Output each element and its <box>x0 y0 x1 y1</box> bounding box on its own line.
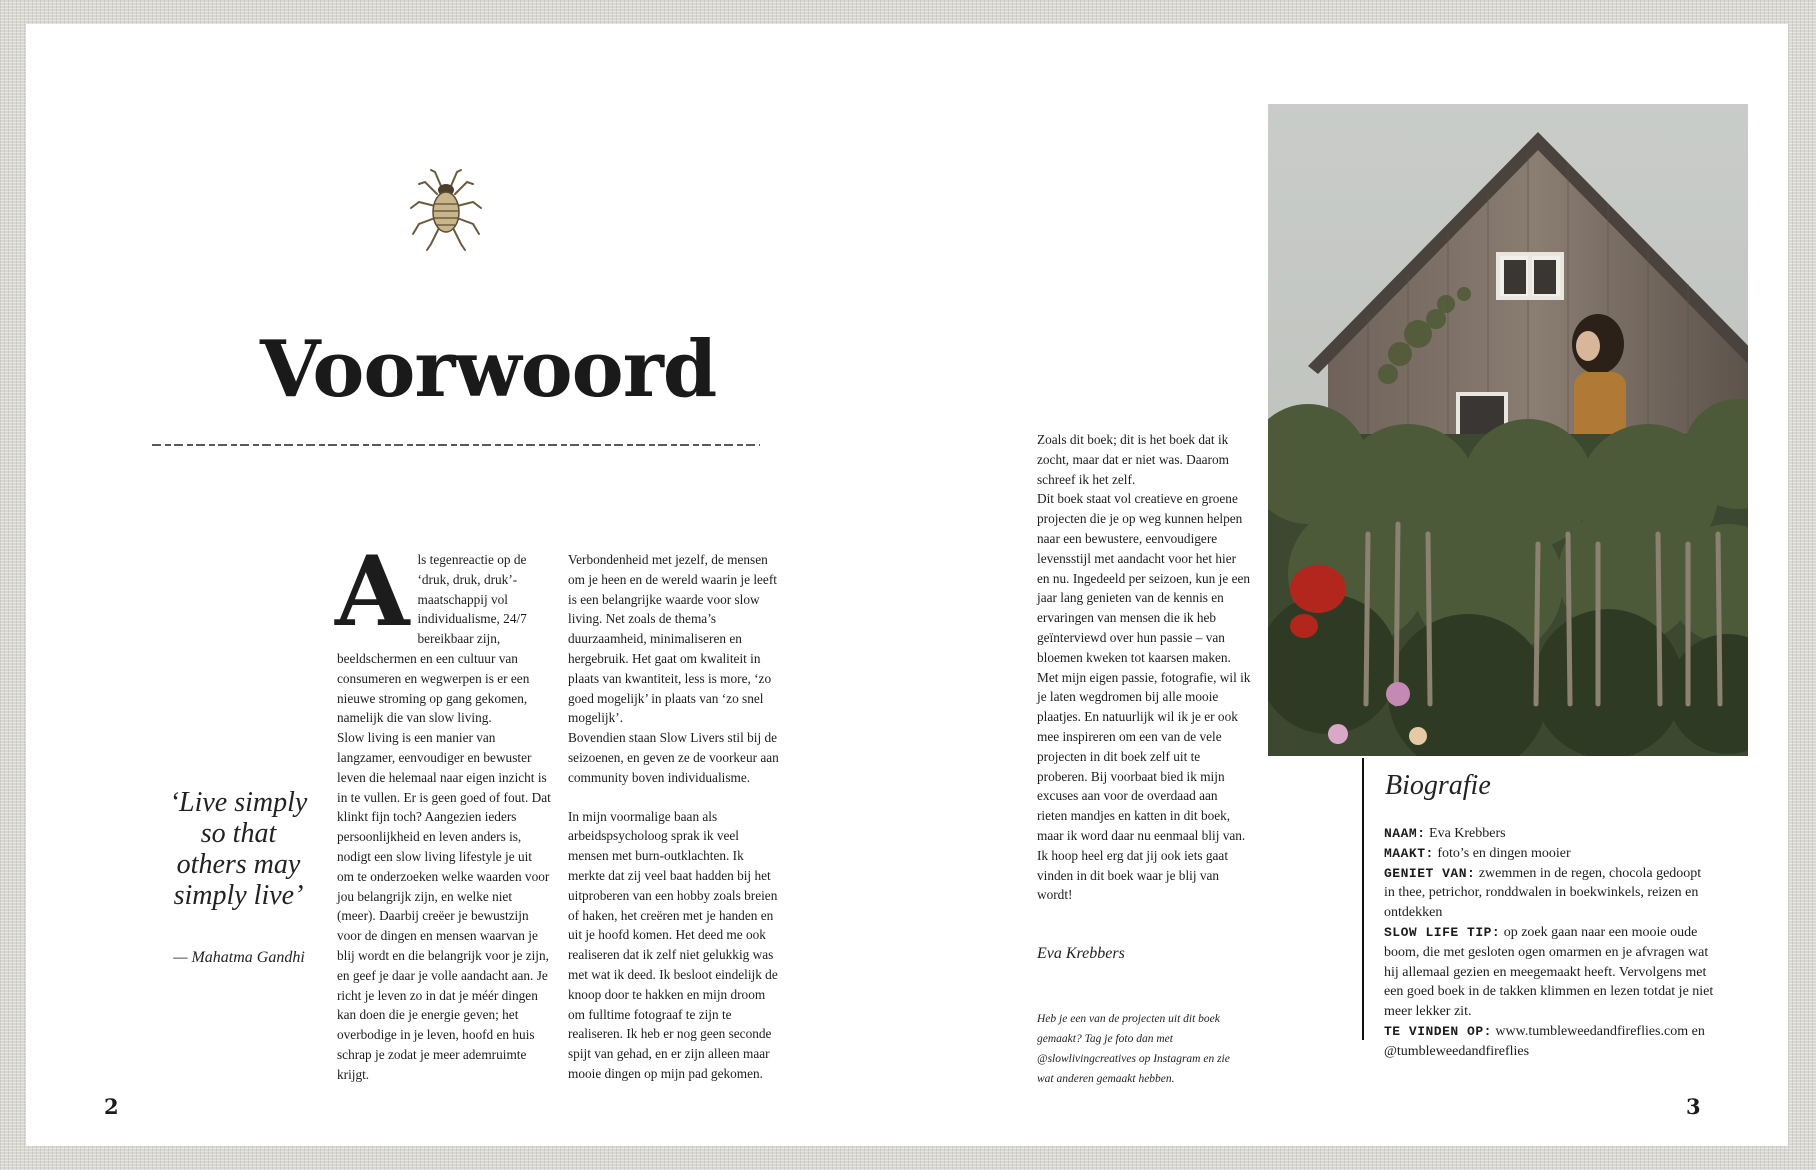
photo-house-icon <box>1268 104 1748 756</box>
page-number-right: 3 <box>1686 1094 1701 1119</box>
paragraph: Dit boek staat vol creatieve en groene projecten die je op weg kunnen helpen naar een bewustere, eenvoudigere levensstijl met aandacht voor het hier en nu. Ingedeeld per seizoen, kun je een jaar lang genieten van de kennis en ervaringen van mensen die ik heb geïnterviewd over hun passie – van bloemen kweken tot kaarsen maken. <box>1037 491 1251 665</box>
quote-author: — Mahatma Gandhi <box>173 949 305 966</box>
bio-item <box>1384 864 1714 923</box>
bio-label: SLOW LIFE TIP: <box>1384 924 1501 940</box>
bio-value: zwemmen in de regen, chocola gedoopt in thee, petrichor, ronddwalen in boekwinkels, reizen en ontdekken <box>1384 865 1702 921</box>
beetle-icon <box>401 154 491 264</box>
paragraph: Zoals dit boek; dit is het boek dat ik zocht, maar dat er niet was. Daarom schreef ik het zelf. <box>1037 432 1229 487</box>
pull-quote <box>146 787 331 911</box>
bio-title: Biografie <box>1385 770 1491 801</box>
bio-details <box>1384 824 1714 1062</box>
paragraph: Bovendien staan Slow Livers stil bij de seizoenen, en geven ze de voorkeur aan community boven individualisme. <box>568 730 779 785</box>
quote-line: others may <box>176 849 301 880</box>
text-column-2 <box>568 550 782 1084</box>
paragraph: Verbondenheid met jezelf, de mensen om je heen en de wereld waarin je leeft is een belangrijke waarde voor slow living. Net zoals de thema’s duurzaamheid, minimaliseren en hergebruik. Het gaat om kwaliteit in plaats van kwantiteit, less is more, ‘zo goed mogelijk’ in plaats van ‘zo snel mogelijk’. <box>568 552 777 726</box>
bio-value: Eva Krebbers <box>1429 826 1506 841</box>
paragraph: Slow living is een manier van langzamer, eenvoudiger en bewuster leven die helemaal naar eigen inzicht is in te vullen. Er is geen goed of fout. Dat klinkt fijn toch? Aangezien ieders persoonlijkheid en leven anders is, nodigt een slow living lifestyle je uit om te onderzoeken welke waarden voor jou belangrijk zijn, en welke niet (meer). Daarbij creëer je bewustzijn voor de dingen en mensen waarvan je blij wordt en die belangrijk voor je zijn, en geef je daar je volle aandacht aan. Je richt je leven zo in dat je méér dingen kan doen die je energie geven; het overbodige in je leven, hoofd en huis schrap je zodat je meer ademruimte krijgt. <box>337 730 551 1082</box>
quote-line: simply live’ <box>173 880 304 911</box>
bio-value: www.tumbleweedandfireflies.com en @tumbleweedandfireflies <box>1384 1023 1705 1059</box>
bio-label: NAAM: <box>1384 826 1426 841</box>
paragraph: In mijn voormalige baan als arbeidspsycholoog sprak ik veel mensen met burn-outklachten. Ik merkte dat zij veel baat hadden bij het uitproberen van een hobby zoals breien of haken, het creëren met je handen en uit je hoofd komen. Het deed me ook realiseren dat ik zelf niet gelukkig was met wat ik deed. Ik besloot eindelijk de knoop door te hakken en mijn droom om fulltime fotograaf te zijn te realiseren. Ik heb er nog geen seconde spijt van gehad, en er zijn alleen maar mooie dingen op mijn pad gekomen. <box>568 808 778 1081</box>
bio-item <box>1384 1022 1714 1062</box>
book-spread <box>26 24 1788 1146</box>
bio-divider <box>1362 758 1364 1040</box>
page-number-left: 2 <box>104 1094 119 1119</box>
bio-value: foto’s en dingen mooier <box>1437 845 1571 861</box>
page-title: Voorwoord <box>260 324 717 415</box>
paragraph: ls tegenreactie op de ‘druk, druk, druk’-maatschappij vol individualisme, 24/7 bereikbaar zijn, beeldschermen en een cultuur van consumeren en wegwerpen is er een nieuwe stroming op gang gekomen, namelijk die van slow living. <box>337 552 530 726</box>
bio-label: TE VINDEN OP: <box>1384 1023 1492 1039</box>
dashed-divider <box>150 438 762 450</box>
instagram-note: Heb je een van de projecten uit dit boek gemaakt? Tag je foto dan met @slowlivingcreatives op Instagram en zie wat anderen gemaakt hebben. <box>1037 1013 1230 1085</box>
text-column-3 <box>1037 430 1251 905</box>
bio-value: op zoek gaan naar een mooie oude boom, die met gesloten ogen omarmen en je afvragen wat hij allemaal gezien en meegemaakt heeft. Vervolgens met een goed boek in de takken klimmen en lezen totdat je niet meer lekker zit. <box>1384 924 1714 1020</box>
signature: Eva Krebbers <box>1037 945 1125 962</box>
bio-item <box>1384 844 1714 864</box>
bio-item <box>1384 923 1714 1022</box>
quote-line: ‘Live simply <box>169 787 308 818</box>
text-column-1 <box>335 535 551 1085</box>
quote-line: so that <box>200 818 277 849</box>
bio-item <box>1384 824 1714 844</box>
paragraph: Ik hoop heel erg dat jij ook iets gaat vinden in dit boek waar je blij van wordt! <box>1037 847 1229 903</box>
bio-label: MAAKT: <box>1384 845 1434 861</box>
paragraph: Met mijn eigen passie, fotografie, wil ik je laten wegdromen bij alle mooie plaatjes. En natuurlijk wil ik je er ook mee inspireren om een van de vele projecten in dit boek zelf uit te proberen. Bij voorbaat bied ik mijn excuses aan voor de overdaad aan rieten mandjes en katten in dit boek, maar ik word daar nu eenmaal blij van. <box>1037 669 1251 843</box>
drop-cap: A <box>335 535 410 648</box>
bio-label: GENIET VAN: <box>1384 865 1476 881</box>
